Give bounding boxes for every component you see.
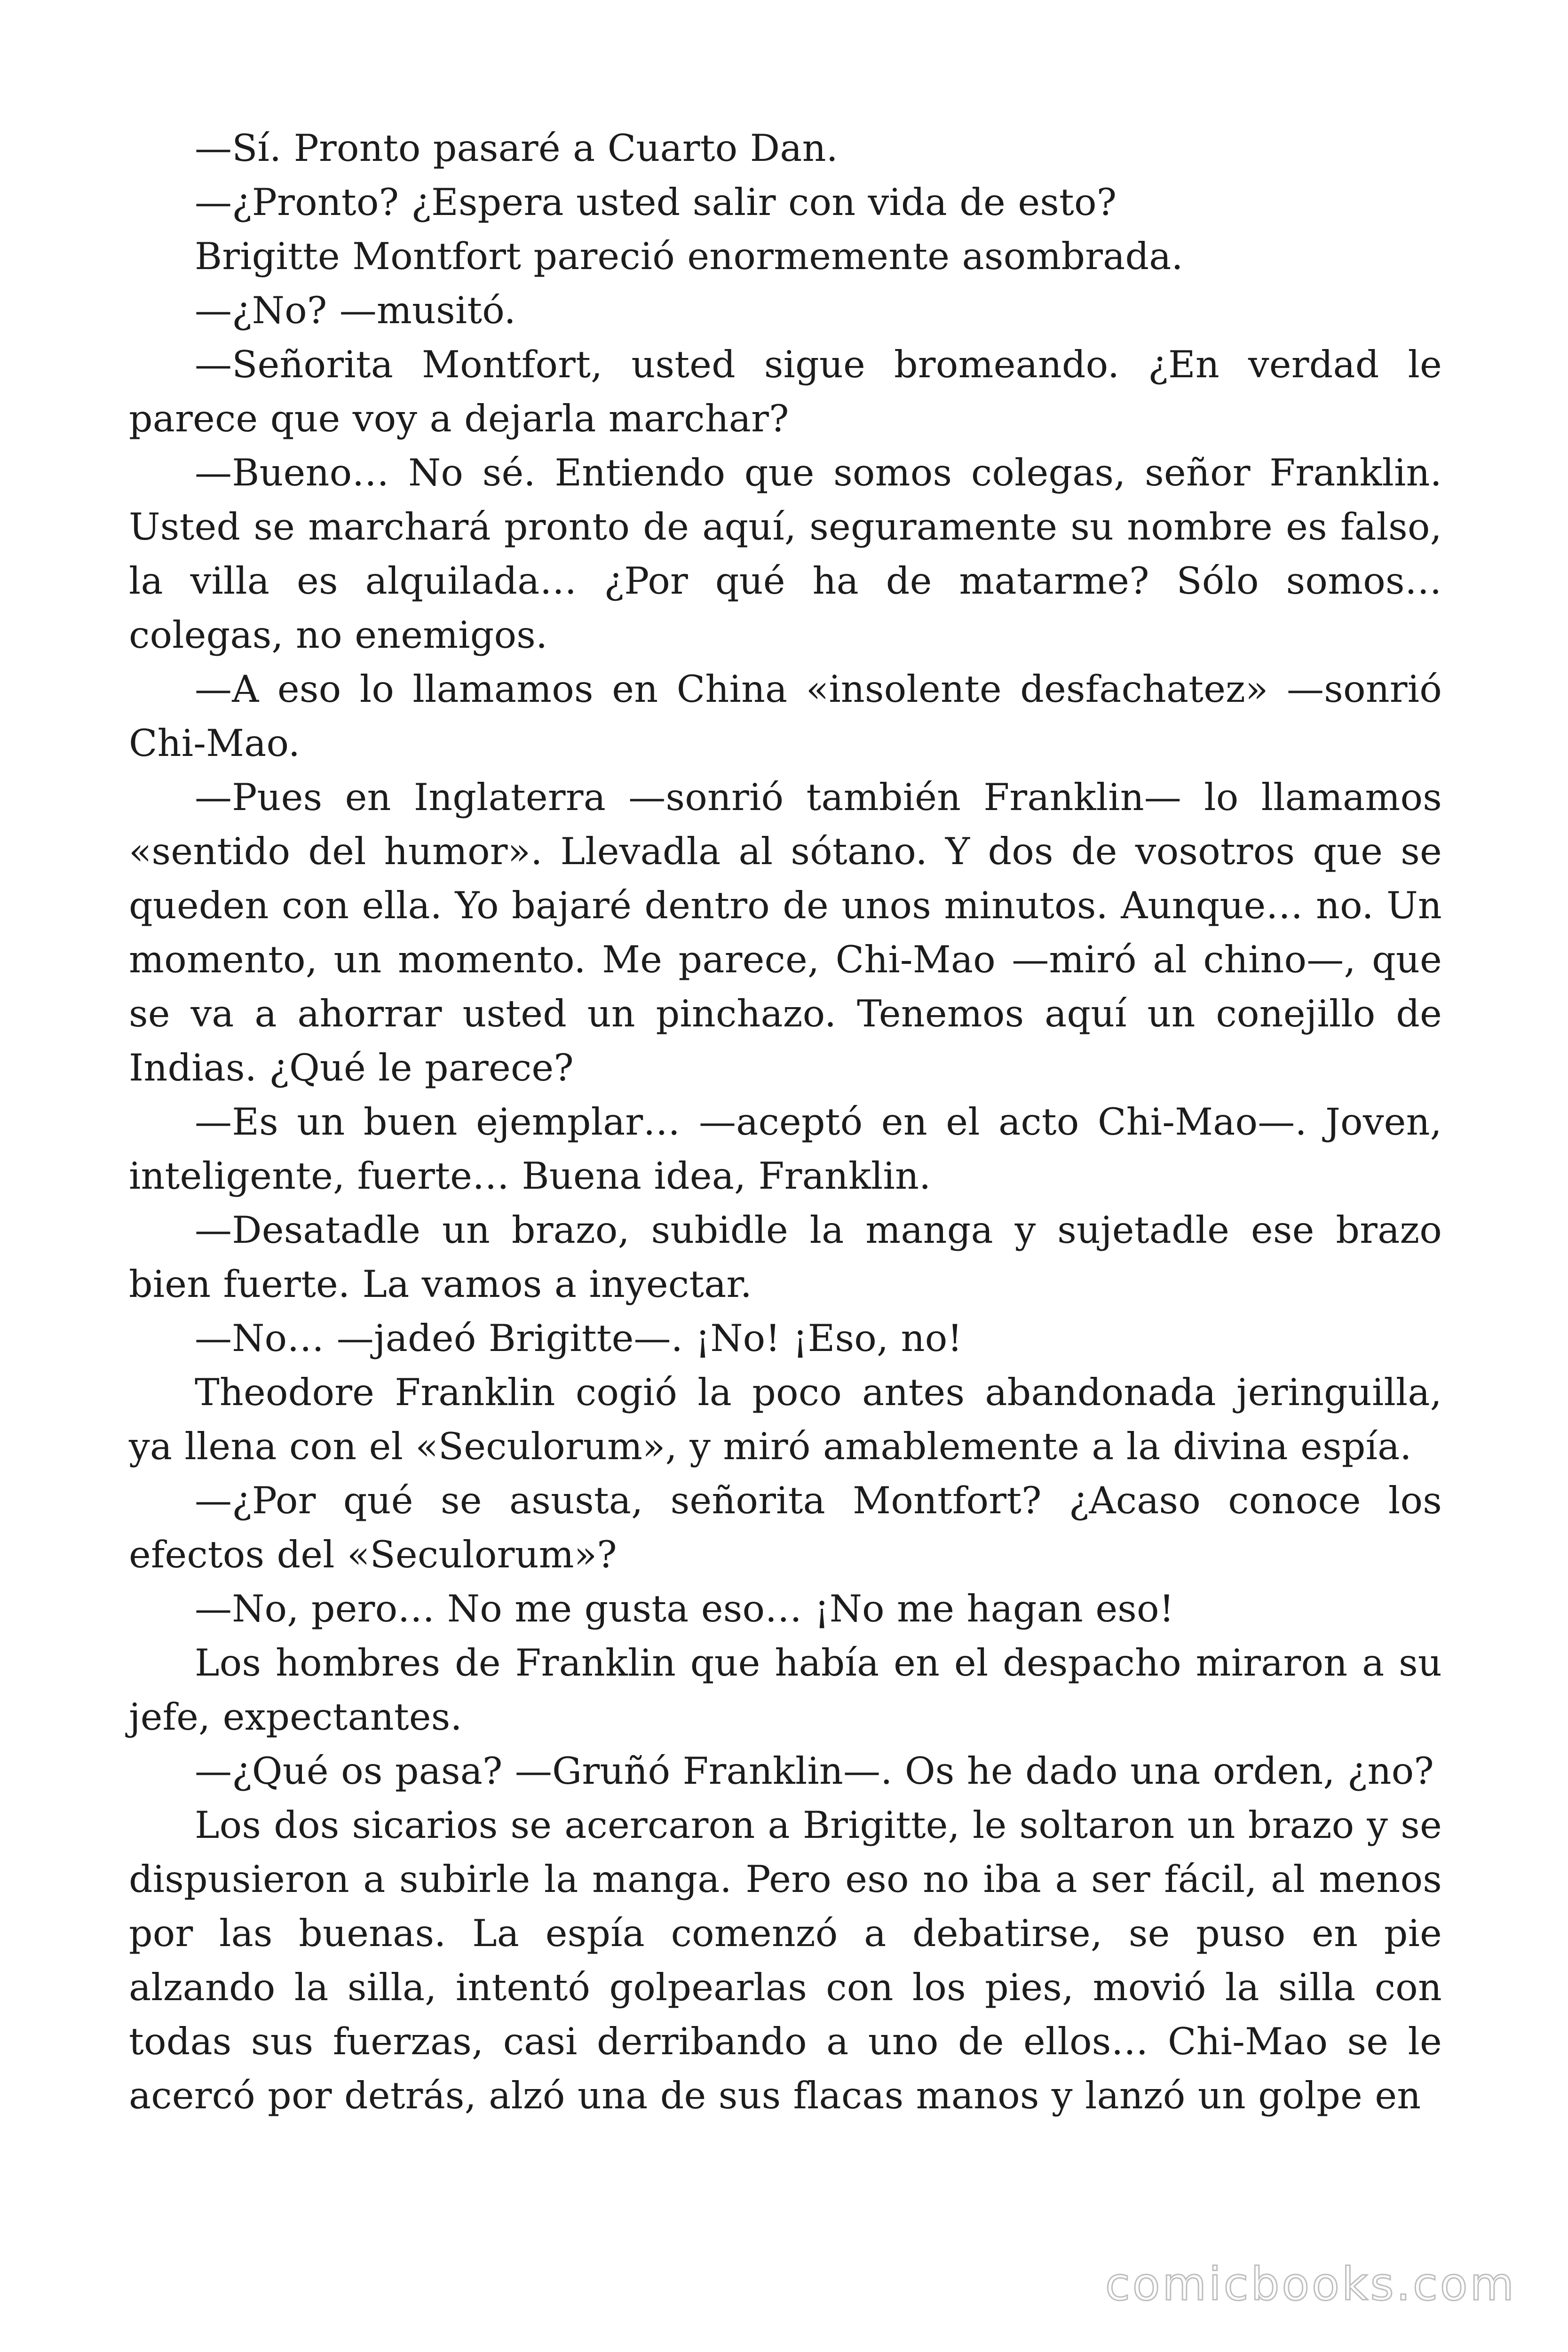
paragraph: —¿No? —musitó. bbox=[195, 289, 516, 332]
paragraph: —Sí. Pronto pasaré a Cuarto Dan. bbox=[195, 127, 838, 170]
paragraph: —No… —jadeó Brigitte—. ¡No! ¡Eso, no! bbox=[195, 1317, 963, 1360]
paragraph: Los dos sicarios se acercaron a Brigitte, le soltaron un brazo y se dispusieron a subirle la manga. Pero eso no iba a ser fácil, al menos por las buenas. La espía comenzó a debatirse, se puso en pie alzando la silla, intentó golpearlas con los pies, movió la silla con todas sus fuerzas, casi derribando a uno de ellos… Chi-Mao se le acercó por detrás, alzó una de sus flacas manos y lanzó un golpe en bbox=[129, 1804, 1442, 2117]
page-text-block bbox=[129, 121, 1442, 2123]
watermark: comicbooks.com bbox=[1105, 2258, 1516, 2311]
paragraph: —Desatadle un brazo, subidle la manga y sujetadle ese brazo bien fuerte. La vamos a inyectar. bbox=[129, 1208, 1442, 1306]
paragraph: Los hombres de Franklin que había en el despacho miraron a su jefe, expectantes. bbox=[129, 1641, 1442, 1739]
paragraph: —A eso lo llamamos en China «insolente desfachatez» —sonrió Chi-Mao. bbox=[129, 667, 1442, 765]
paragraph: —No, pero… No me gusta eso… ¡No me hagan eso! bbox=[195, 1587, 1174, 1630]
paragraph: —Bueno… No sé. Entiendo que somos colegas, señor Franklin. Usted se marchará pronto de aquí, seguramente su nombre es falso, la villa es alquilada… ¿Por qué ha de matarme? Sólo somos… colegas, no enemigos. bbox=[129, 451, 1442, 657]
paragraph: —Pues en Inglaterra —sonrió también Franklin— lo llamamos «sentido del humor». Llevadla al sótano. Y dos de vosotros que se queden con ella. Yo bajaré dentro de unos minutos. Aunque… no. Un momento, un momento. Me parece, Chi-Mao —miró al chino—, que se va a ahorrar usted un pinchazo. Tenemos aquí un conejillo de Indias. ¿Qué le parece? bbox=[129, 776, 1442, 1089]
paragraph: Theodore Franklin cogió la poco antes abandonada jeringuilla, ya llena con el «Seculorum», y miró amablemente a la divina espía. bbox=[129, 1371, 1442, 1468]
paragraph: —Señorita Montfort, usted sigue bromeando. ¿En verdad le parece que voy a dejarla marchar? bbox=[129, 343, 1442, 440]
paragraph: —¿Por qué se asusta, señorita Montfort? ¿Acaso conoce los efectos del «Seculorum»? bbox=[129, 1479, 1442, 1576]
paragraph: —¿Pronto? ¿Espera usted salir con vida de esto? bbox=[195, 181, 1117, 224]
paragraph: Brigitte Montfort pareció enormemente asombrada. bbox=[195, 235, 1183, 278]
paragraph: —¿Qué os pasa? —Gruñó Franklin—. Os he dado una orden, ¿no? bbox=[195, 1749, 1434, 1793]
paragraph: —Es un buen ejemplar… —aceptó en el acto Chi-Mao—. Joven, inteligente, fuerte… Buena idea, Franklin. bbox=[129, 1100, 1442, 1198]
